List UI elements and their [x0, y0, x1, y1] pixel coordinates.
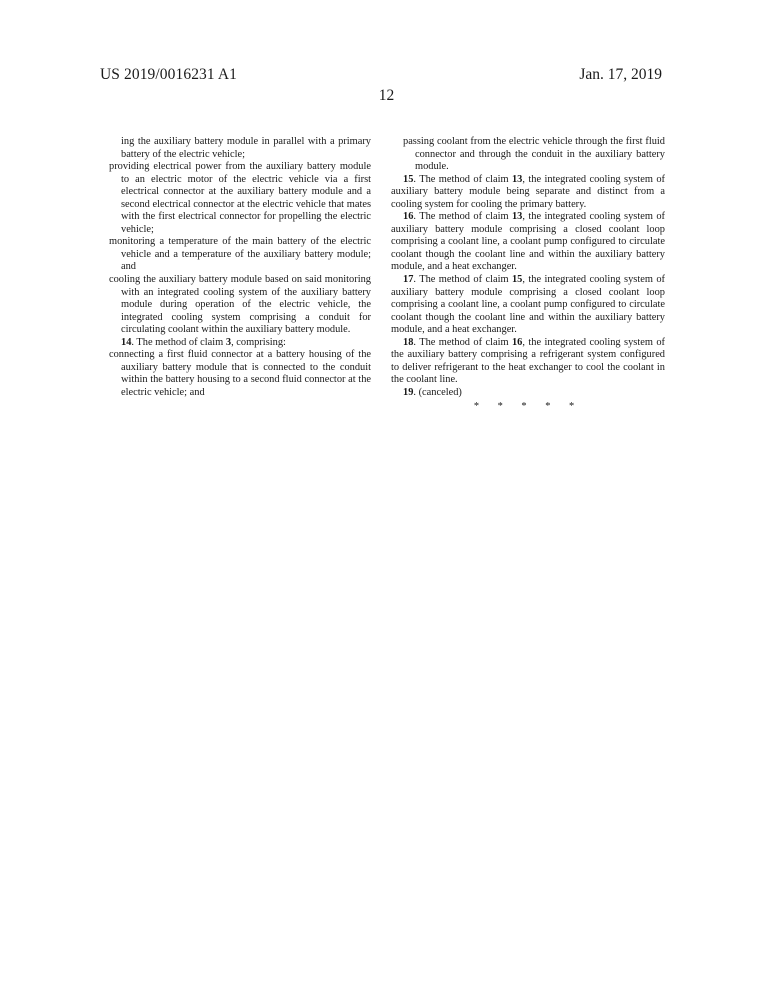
claim-18-number: 18: [403, 336, 414, 348]
claim-17-reference: 15: [511, 274, 523, 286]
claim-17-text-a: . The method of claim: [413, 274, 512, 286]
end-of-document-marks: * * * * *: [473, 401, 583, 413]
claim-15: [391, 174, 665, 212]
claim-step-monitoring: monitoring a temperature of the main battery of the electric vehicle and a temperature of the auxiliary battery module; and: [109, 236, 371, 273]
claim-16: [391, 211, 665, 274]
claim-14-text-a: . The method of claim: [131, 336, 226, 348]
claim-18-text-b: , the integrated cooling system of the auxiliary battery comprising a refrigerant system configured to deliver refrigerant to the heat exchanger to cool the coolant in the coolant line.: [391, 336, 665, 386]
claim-15-number: 15: [403, 173, 414, 185]
claim-18: [391, 337, 665, 387]
left-column: [109, 136, 371, 399]
page-number: 12: [378, 87, 395, 104]
claim-step-passing: passing coolant from the electric vehicle through the first fluid connector and through the conduit in the auxiliary battery module.: [403, 136, 665, 173]
claim-19: [391, 387, 665, 400]
claim-18-reference: 16: [511, 336, 523, 348]
claim-18-text-a: . The method of claim: [413, 336, 512, 348]
claim-17-number: 17: [403, 274, 414, 286]
claim-15-text-b: , the integrated cooling system of auxiliary battery module being separate and distinct from a cooling system for cooling the primary battery.: [391, 173, 665, 210]
claim-text-continuation: ing the auxiliary battery module in parallel with a primary battery of the electric vehicle;: [121, 136, 371, 160]
claim-17-text-b: , the integrated cooling system of auxiliary battery module comprising a closed coolant loop comprising a coolant line, a coolant pump configured to circulate coolant though the coolant line and within the auxiliary battery module, and a heat exchanger.: [391, 274, 665, 336]
claim-14: [109, 337, 371, 350]
claim-step-cooling: cooling the auxiliary battery module based on said monitoring with an integrated cooling system of the auxiliary battery module during operation of the electric vehicle, the integrated cooling system comprising a conduit for circulating coolant within the auxiliary battery module.: [109, 274, 371, 336]
claim-step-connecting: connecting a first fluid connector at a battery housing of the auxiliary battery module that is connected to the conduit within the battery housing to a second fluid connector at the electric vehicle; and: [109, 349, 371, 398]
publication-date: Jan. 17, 2019: [579, 66, 662, 83]
claim-16-text-b: , the integrated cooling system of auxiliary battery module comprising a closed coolant loop comprising a coolant line, a coolant pump configured to circulate coolant though the coolant line and within the auxiliary battery module, and a heat exchanger.: [391, 211, 665, 273]
publication-number: US 2019/0016231 A1: [100, 66, 238, 83]
claim-15-text-a: . The method of claim: [413, 173, 512, 185]
claim-15-reference: 13: [511, 173, 523, 185]
claim-step-providing: providing electrical power from the auxiliary battery module to an electric motor of the electric vehicle via a first electrical connector at the auxiliary battery module and a second electrical connector at the electric vehicle that mates with the first electrical connector for propelling the electric vehicle;: [109, 161, 371, 235]
claim-14-reference: 3: [225, 336, 232, 348]
right-column: [391, 136, 665, 414]
claim-19-number: 19: [403, 386, 414, 398]
claim-14-text-b: , comprising:: [231, 336, 286, 348]
claim-19-text: . (canceled): [413, 386, 462, 398]
claim-16-text-a: . The method of claim: [413, 211, 512, 223]
claim-16-reference: 13: [511, 211, 523, 223]
claim-17: [391, 274, 665, 337]
claim-16-number: 16: [403, 211, 414, 223]
claim-14-number: 14: [121, 336, 132, 348]
